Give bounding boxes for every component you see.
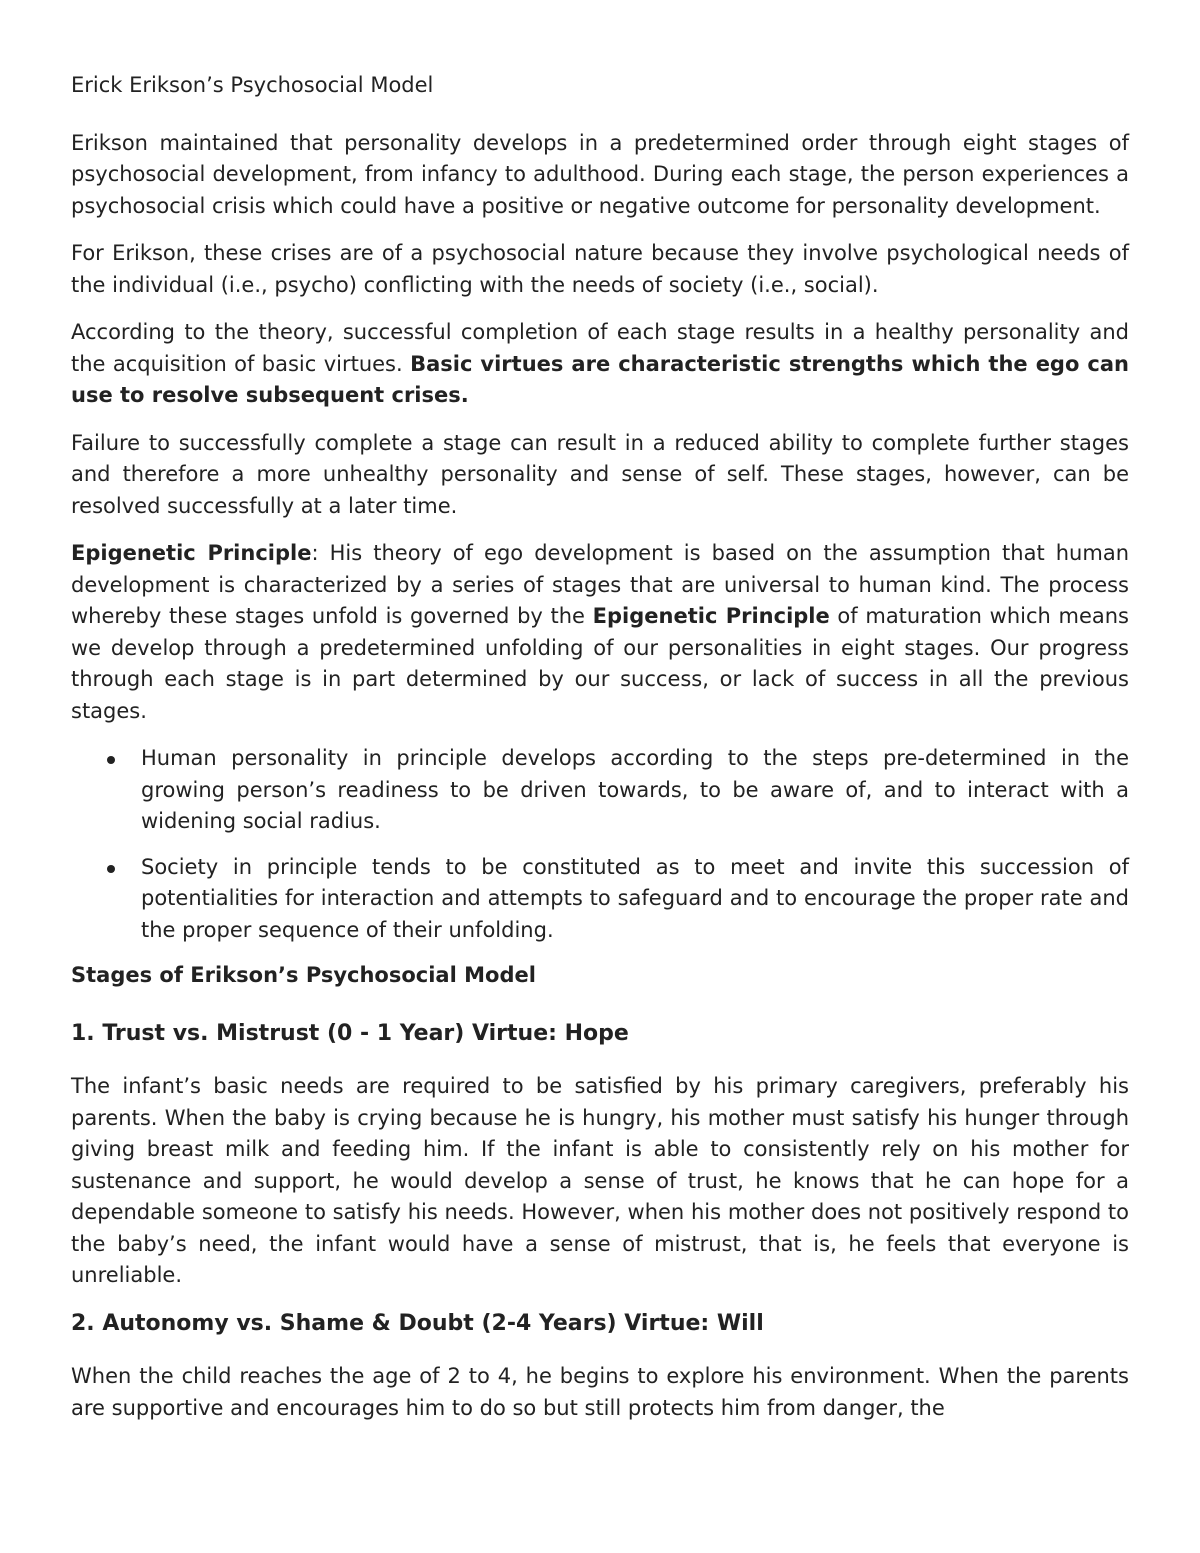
stage-1-heading-text: 1. Trust vs. Mistrust (0 - 1 Year)	[71, 1020, 472, 1046]
epigenetic-term: Epigenetic Principle	[71, 541, 312, 565]
stage-1-heading	[71, 1018, 1129, 1050]
list-item	[141, 743, 1129, 838]
theory-text: According to the theory, successful completion of each stage results in a healthy personality and the acquisition of basic virtues.	[71, 320, 1129, 376]
stage-2-heading-text: 2. Autonomy vs. Shame & Doubt (2-4 Years)	[71, 1310, 625, 1336]
epigenetic-text-1: : His theory of ego development is based on the assumption that human development is characterized by a series of stages that are universal to human kind. The process whereby these stages unfold is governed by the	[71, 541, 1130, 628]
stage-1-virtue-v: V	[472, 1020, 489, 1046]
bullet-icon	[107, 865, 115, 873]
principle-list	[71, 743, 1129, 946]
stage-2-paragraph: When the child reaches the age of 2 to 4, he begins to explore his environment. When the parents are supportive and encourages him to do so but still protects him from danger, the	[71, 1364, 1129, 1420]
epigenetic-paragraph	[71, 538, 1129, 727]
stage-1-virtue: irtue: Hope	[488, 1020, 629, 1046]
document-page	[71, 70, 1129, 1440]
stage-1-paragraph: The infant’s basic needs are required to be satisfied by his primary caregivers, preferably his parents. When the baby is crying because he is hungry, his mother must satisfy his hunger through giving breast milk and feeding him. If the infant is able to consistently rely on his mother for sustenance and support, he would develop a sense of trust, he knows that he can hope for a dependable someone to satisfy his needs. However, when his mother does not positively respond to the baby’s need, the infant would have a sense of mistrust, that is, he feels that everyone is unreliable.	[71, 1074, 1129, 1287]
stages-heading: Stages of Erikson’s Psychosocial Model	[71, 963, 536, 987]
epigenetic-term-2: Epigenetic Principle	[592, 604, 830, 628]
list-item-text: Human personality in principle develops according to the steps pre-determined in the growing person’s readiness to be driven towards, to be aware of, and to interact with a widening social radius.	[141, 746, 1129, 833]
basic-virtues-emphasis: Basic virtues are characteristic strengths which the ego can use to resolve subsequent crises.	[71, 351, 1129, 407]
bullet-icon	[107, 756, 115, 764]
stage-2-heading	[71, 1308, 1129, 1340]
crises-paragraph: For Erikson, these crises are of a psychosocial nature because they involve psychological needs of the individual (i.e., psycho) conflicting with the needs of society (i.e., social).	[71, 241, 1129, 297]
epigenetic-text-2: of maturation which means we develop through a predetermined unfolding of our personalities in eight stages. Our progress through each stage is in part determined by our success, or lack of success in all the previous stages.	[71, 604, 1129, 723]
list-item-text: Society in principle tends to be constituted as to meet and invite this succession of potentialities for interaction and attempts to safeguard and to encourage the proper rate and the proper sequence of their unfolding.	[141, 854, 1129, 942]
theory-paragraph	[71, 317, 1129, 412]
list-item	[141, 852, 1129, 947]
stage-2-virtue-v: V	[624, 1310, 641, 1336]
intro-paragraph: Erikson maintained that personality develops in a predetermined order through eight stages of psychosocial development, from infancy to adulthood. During each stage, the person experiences a psychosocial crisis which could have a positive or negative outcome for personality development.	[71, 130, 1129, 218]
document-title: Erick Erikson’s Psychosocial Model	[71, 73, 434, 97]
failure-paragraph: Failure to successfully complete a stage can result in a reduced ability to complete further stages and therefore a more unhealthy personality and sense of self. These stages, however, can be resolved successfully at a later time.	[71, 430, 1129, 518]
stage-2-virtue: irtue: Will	[640, 1310, 764, 1336]
